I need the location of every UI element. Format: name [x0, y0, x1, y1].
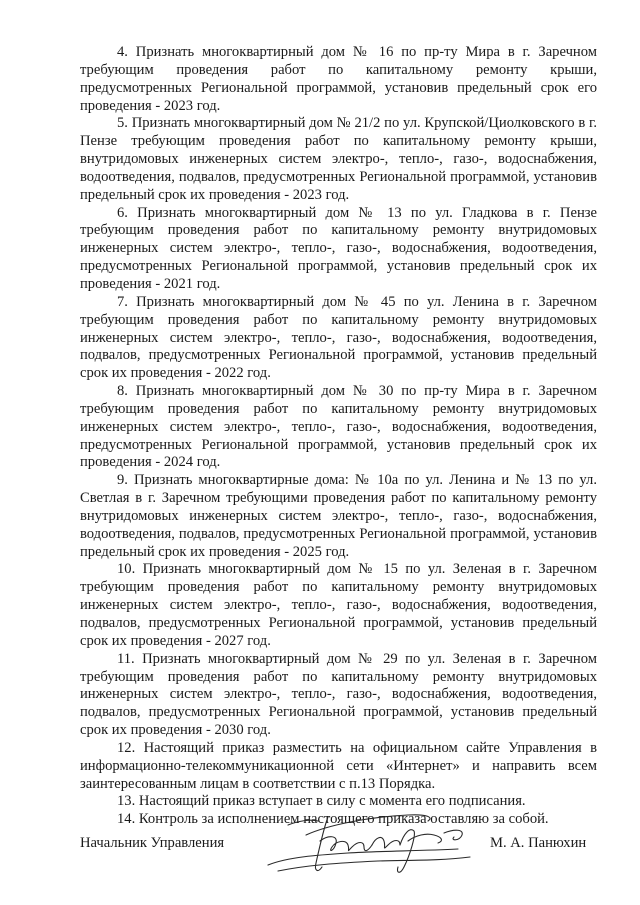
paragraph-item-5: 5. Признать многоквартирный дом № 21/2 по ул. Крупской/Циолковского в г. Пензе требующим проведения работ по капитальному ремонту крыши, внутридомовых инженерных систем электро-, тепло-, газо-, водоснабжения, водоотведения, подвалов, предусмотренных Региональной программой, установив предельный срок их проведения - 2023 год.	[80, 115, 597, 203]
paragraph-item-12: 12. Настоящий приказ разместить на официальном сайте Управления в информационно-телекоммуникационной сети «Интернет» и направить всем заинтересованным лицам в соответствии с п.13 Порядка.	[80, 739, 597, 792]
signatory-name: М. А. Панюхин	[490, 835, 587, 851]
paragraph-item-7: 7. Признать многоквартирный дом № 45 по ул. Ленина в г. Заречном требующим проведения работ по капитальному ремонту внутридомовых инженерных систем электро-, тепло-, газо-, водоснабжения, водоотведения, подвалов, предусмотренных Региональной программой, установив предельный срок их проведения - 2022 год.	[80, 293, 597, 382]
signatory-title: Начальник Управления	[80, 835, 225, 851]
paragraph-item-4: 4. Признать многоквартирный дом № 16 по пр-ту Мира в г. Заречном требующим проведения работ по капитальному ремонту крыши, предусмотренных Региональной программой, установив предельный срок его проведения - 2023 год.	[80, 44, 597, 114]
paragraph-item-11: 11. Признать многоквартирный дом № 29 по ул. Зеленая в г. Заречном требующим проведения работ по капитальному ремонту внутридомовых инженерных систем электро-, тепло-, газо-, водоснабжения, водоотведения, подвалов, предусмотренных Региональной программой, установив предельный срок их проведения - 2030 год.	[80, 650, 597, 739]
paragraph-item-9: 9. Признать многоквартирные дома: № 10а по ул. Ленина и № 13 по ул. Светлая в г. Заречном требующими проведения работ по капитальному ремонту внутридомовых инженерных систем электро-, тепло-, газо-, водоснабжения, водоотведения, подвалов, предусмотренных Региональной программой, установив предельный срок их проведения - 2025 год.	[80, 472, 597, 560]
paragraph-item-10: 10. Признать многоквартирный дом № 15 по ул. Зеленая в г. Заречном требующим проведения работ по капитальному ремонту внутридомовых инженерных систем электро-, тепло-, газо-, водоснабжения, водоотведения, подвалов, предусмотренных Региональной программой, установив предельный срок их проведения - 2027 год.	[80, 561, 597, 649]
paragraph-item-14: 14. Контроль за исполнением настоящего приказа оставляю за собой.	[117, 811, 549, 828]
paragraph-item-6: 6. Признать многоквартирный дом № 13 по ул. Гладкова в г. Пензе требующим проведения работ по капитальному ремонту внутридомовых инженерных систем электро-, тепло-, газо-, водоснабжения, водоотведения, предусмотренных Региональной программой, установив предельный срок их проведения - 2021 год.	[80, 204, 597, 292]
document-body	[80, 44, 597, 829]
paragraph-item-13: 13. Настоящий приказ вступает в силу с момента его подписания.	[117, 793, 526, 810]
handwritten-signature	[258, 805, 488, 880]
paragraph-item-8: 8. Признать многоквартирный дом № 30 по пр-ту Мира в г. Заречном требующим проведения работ по капитальному ремонту внутридомовых инженерных систем электро-, тепло-, газо-, водоснабжения, водоотведения, предусмотренных Региональной программой, установив предельный срок их проведения - 2024 год.	[80, 383, 597, 471]
